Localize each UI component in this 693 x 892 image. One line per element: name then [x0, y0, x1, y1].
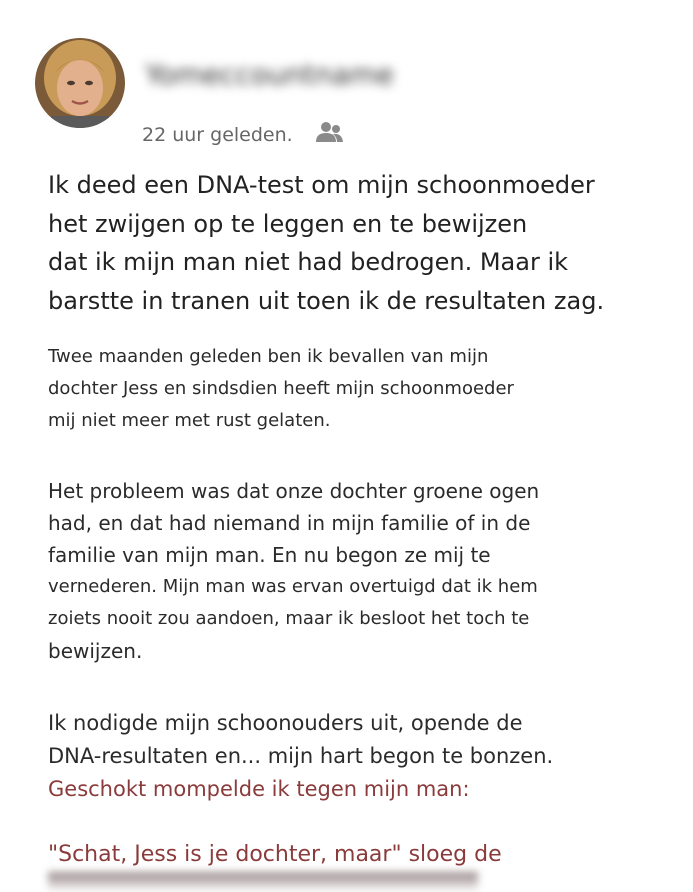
paragraph-line: Twee maanden geleden ben ik bevallen van mijn — [48, 346, 489, 367]
paragraph-line: Het probleem was dat onze dochter groene ogen — [48, 479, 540, 503]
timestamp[interactable]: 22 uur geleden. — [142, 123, 293, 146]
paragraph-line: Ik nodigde mijn schoonouders uit, opende de — [48, 711, 523, 735]
username[interactable]: Yomeccountname — [145, 58, 394, 91]
paragraph-line: zoiets nooit zou aandoen, maar ik besloot het toch te — [48, 608, 530, 629]
paragraph-line: bewijzen. — [48, 639, 143, 663]
paragraph-line: DNA-resultaten en... mijn hart begon te bonzen. — [48, 744, 554, 768]
truncated-text — [48, 872, 478, 892]
paragraph-line: mij niet meer met rust gelaten. — [48, 410, 331, 431]
headline-line: dat ik mijn man niet had bedrogen. Maar ik — [48, 248, 569, 276]
headline-line: Ik deed een DNA-test om mijn schoonmoeder — [48, 171, 595, 199]
post-paragraph-1 — [48, 341, 673, 437]
post-paragraph-2 — [48, 475, 673, 667]
headline-line: barstte in tranen uit toen ik de resultaten zag. — [48, 286, 605, 315]
paragraph-line: familie van mijn man. En nu begon ze mij te — [48, 543, 491, 567]
avatar-image — [35, 38, 125, 128]
quote-line: "Schat, Jess is je dochter, maar" sloeg de — [48, 842, 502, 867]
headline-line: het zwijgen op te leggen en te bewijzen — [48, 209, 528, 238]
paragraph-line: dochter Jess en sindsdien heeft mijn schoonmoeder — [48, 378, 514, 399]
paragraph-line: vernederen. Mijn man was ervan overtuigd dat ik hem — [48, 576, 538, 597]
people-icon — [313, 120, 345, 149]
avatar[interactable] — [35, 38, 125, 128]
post-paragraph-3 — [48, 707, 673, 806]
post-meta — [142, 120, 345, 149]
paragraph-line: had, en dat had niemand in mijn familie of in de — [48, 511, 531, 535]
post-headline — [48, 166, 673, 320]
highlight-line: Geschokt mompelde ik tegen mijn man: — [48, 777, 470, 801]
